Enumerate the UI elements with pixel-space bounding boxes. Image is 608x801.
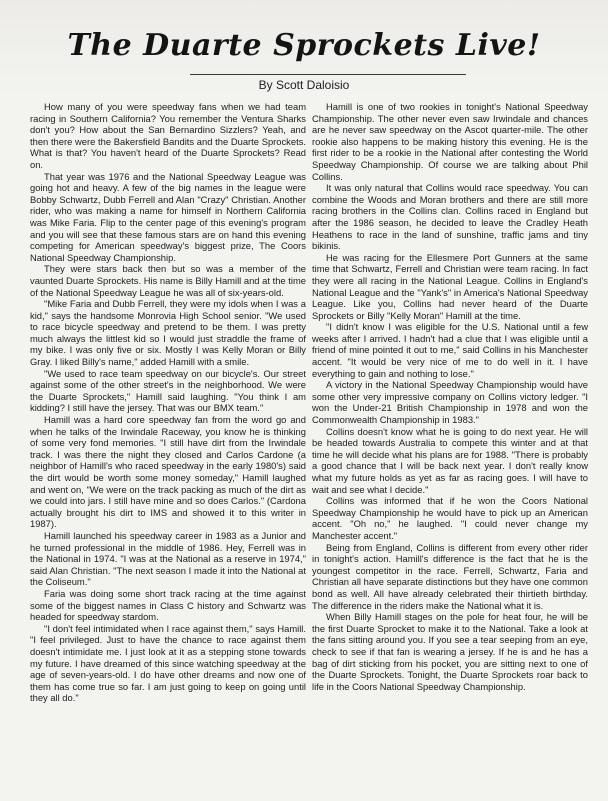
article-byline: By Scott Daloisio xyxy=(258,78,350,92)
paragraph: Faria was doing some short track racing at the time against some of the biggest names in Class C history and Schwartz was headed for speedway stardom. xyxy=(30,587,306,623)
paragraph: "We used to race team speedway on our bicycle's. Our street against some of the other street's in the neighborhood. We were the Duarte Sprockets," Hamill said laughing. "You think I am kidding? I still have the jersey. That was our BMX team." xyxy=(30,367,306,414)
paragraph: He was racing for the Ellesmere Port Gunners at the same time that Schwartz, Ferrell and Christian were team racing. In fact they were all racing in the National League. Collins in England's National League and the "Yank's" in America's National Speedway League. Like you, Collins had never heard of the Duarte Sprockets or Billy "Kelly Moran" Hamill at the time. xyxy=(312,251,588,321)
article-title: The Duarte Sprockets Live! xyxy=(67,28,541,63)
paragraph: Being from England, Collins is different from every other rider in tonight's action. Hamill's difference is the fact that he is the youngest competitor in the race. Ferrell, Schwartz, Faria and Christian all have separate distinctions but they have one common bond as well. All have already celebrated their thirtieth birthday. The difference in the riders make the National what it is. xyxy=(312,541,588,611)
paragraph: "I didn't know I was eligible for the U.S. National until a few weeks after I arrived. I hadn't had a clue that I was eligible until a friend of mine pointed it out to me," said Collins in his Manchester accent. "It would be very nice of me to do well in it. I have everything to gain and nothing to lose." xyxy=(312,321,588,379)
paragraph: Hamill launched his speedway career in 1983 as a Junior and he turned professional in the middle of 1986. Hey, Ferrell was in the National in 1974. "I was at the National as a reserve in 1974," said Alan Christian. "The next season I made it into the National at the Coliseum." xyxy=(30,529,306,588)
paragraph: Collins was informed that if he won the Coors National Speedway Championship he would have to pick up an American accent. "Oh no," he laughed. "I could never change my Manchester accent." xyxy=(312,495,588,541)
right-column xyxy=(312,101,588,793)
paragraph: A victory in the National Speedway Championship would have some other very impressive company on Collins victory ledger. "I won the Under-21 British Championship in 1978 and won the Commonwealth Championship in 1983." xyxy=(312,379,588,426)
paragraph: "I don't feel intimidated when I race against them," says Hamill. "I feel privileged. Just to have the chance to race against them doesn't intimidate me. I just look at it as a stepping stone towards my future. I have dreamed of this since watching speedway at the age of seven-years-old. I do have other dreams and now one of them has come true so far. I am just going to keep on going until they all do." xyxy=(30,622,306,704)
paragraph: Collins doesn't know what he is going to do next year. He will be headed towards Australia to compete this winter and at that time he will decide what his plans are for 1988. "There is probably a good chance that I will be back next year. I don't really know what my future holds as yet as far as racing goes. I will have to wait and see what I decide." xyxy=(312,425,588,495)
paragraph: It was only natural that Collins would race speedway. You can combine the Woods and Moran brothers and there are still more racing brothers in the Collins clan. Collins raced in England but after the 1986 season, he decided to leave the Cradley Heath Heathens to race in the land of sunshine, traffic jams and tiny bikinis. xyxy=(312,182,588,252)
paragraph: When Billy Hamill stages on the pole for heat four, he will be the first Duarte Sprocket to make it to the National. Take a look at the fans sitting around you. If you see a tear seeping from an eye, check to see if that fan is wearing a jersey. If he is and he has a bag of dirt sticking from his pocket, you are sitting next to one of the Duarte Sprockets. Tonight, the Duarte Sprockets roar back to life in the Coors National Speedway Championship. xyxy=(312,611,588,692)
paragraph: Hamill is one of two rookies in tonight's National Speedway Championship. The other never even saw Irwindale and chances are he never saw speedway on the Ascot quarter-mile. The other rookie also happens to be making history this evening. He is the first rider to be a rookie in the National after contesting the World Speedway Championship. Of course we are talking about Phil Collins. xyxy=(312,101,588,182)
paragraph: They were stars back then but so was a member of the vaunted Duarte Sprockets. His name is Billy Hamill and at the time of the National Speedway League he was all of six-years-old. xyxy=(30,263,306,298)
paragraph: Hamill was a hard core speedway fan from the word go and when he talks of the Irwindale Raceway, you know he is thinking of some very fond memories. "I still have dirt from the Irwindale track. I was there the night they closed and Carlos Cardone (a neighbor of Hamill's who raced speedway in the early 1980's) said the dirt would be worth some money someday," Hamill laughed and went on, "We were on the track packing as much of the dirt as we could into jars. I still have mine and so does Carlos." (Cardona actually brought his dirt to IMS and showed it to this writer in 1987). xyxy=(30,414,306,530)
paragraph: That year was 1976 and the National Speedway League was going hot and heavy. A few of the big names in the league were Bobby Schwartz, Dubb Ferrell and Alan "Crazy" Christian. Another rider, who was making a name for himself in Northern California was Mike Faria. Flip to the center page of this evening's program and you will see that these famous stars are on hand this evening competing for American speedway's biggest prize, The Coors National Speedway Championship. xyxy=(30,170,306,263)
title-rule xyxy=(190,74,466,75)
paragraph: How many of you were speedway fans when we had team racing in Southern California? You remember the Ventura Sharks don't you? How about the San Bernardino Sizzlers? Yeah, and then there were the Bakersfield Bandits and the Duarte Sprockets. What is that? You haven't heard of the Duarte Sprockets? Read on. xyxy=(30,101,306,170)
left-column xyxy=(30,101,306,793)
paragraph: "Mike Faria and Dubb Ferrell, they were my idols when I was a kid," says the handsome Monrovia High School senior. "We used to race bicycle speedway and pretend to be them. I was pretty much always the littlest kid so I would just straddle the frame of my bike. I was only five or six. Mostly I was Kelly Moran or Billy Gray. I liked Billy's name," added Hamill with a smile. xyxy=(30,298,306,368)
